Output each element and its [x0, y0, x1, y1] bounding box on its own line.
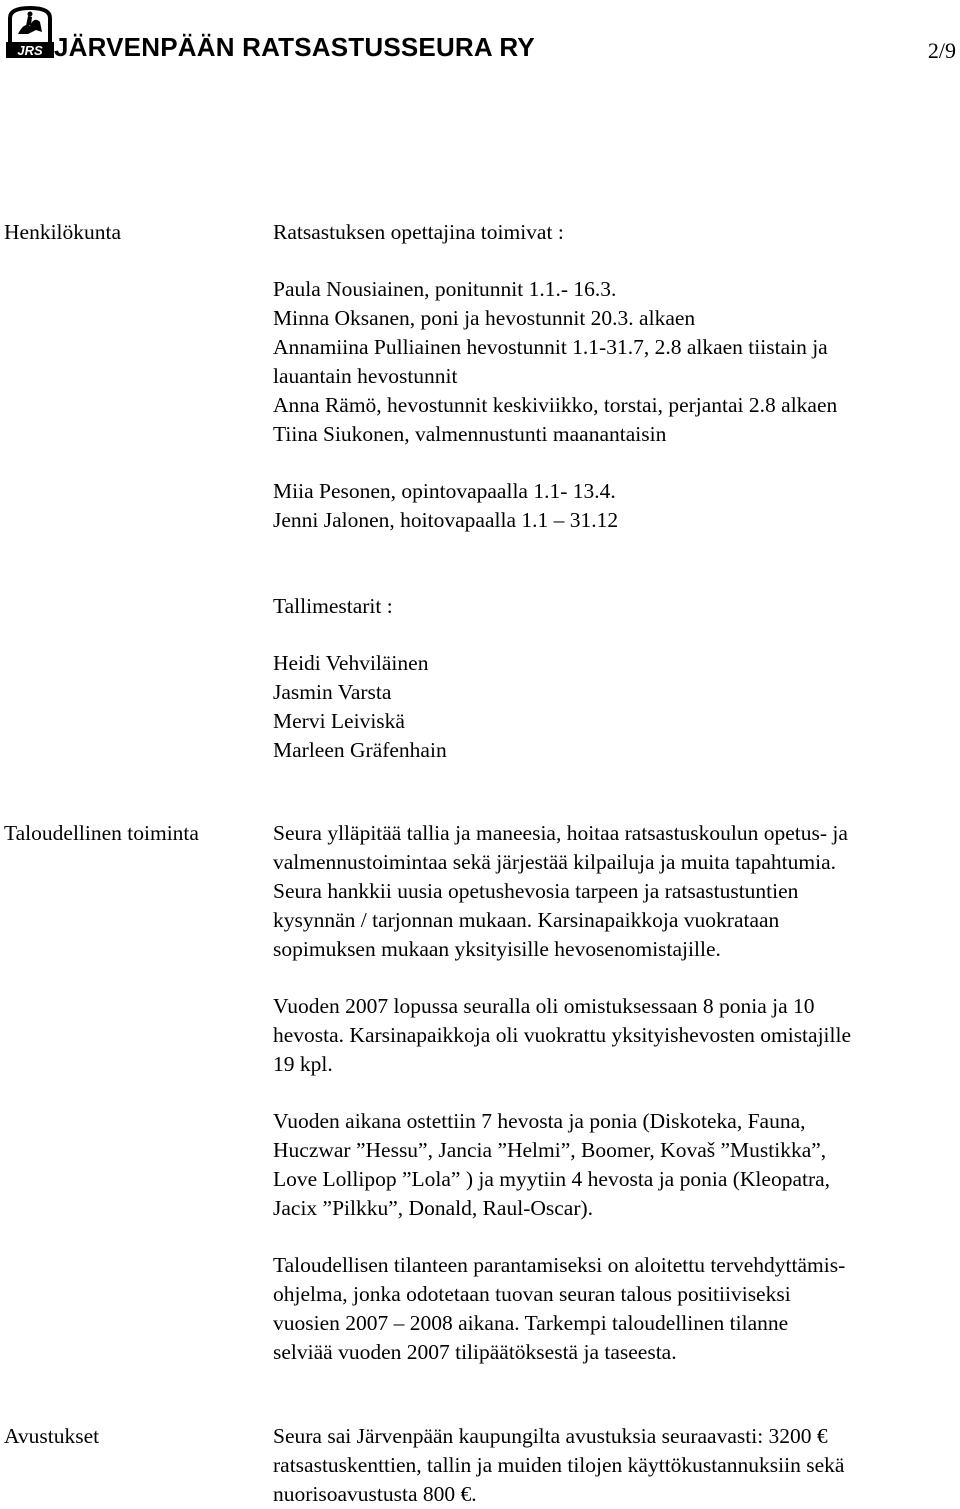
stable-master-item: Heidi Vehviläinen [273, 651, 429, 675]
text-line: nuorisoavustusta 800 €. [273, 1482, 477, 1506]
text-line: Taloudellisen tilanteen parantamiseksi on aloitettu tervehdyttämis- [273, 1253, 846, 1277]
page-number: 2/9 [927, 38, 956, 63]
stable-masters-heading: Tallimestarit : [273, 594, 393, 618]
teacher-item: Minna Oksanen, poni ja hevostunnit 20.3. alkaen [273, 306, 696, 330]
text-line: Seura hankkii uusia opetushevosia tarpeen ja ratsastustuntien [273, 879, 799, 903]
on-leave-item: Miia Pesonen, opintovapaalla 1.1- 13.4. [273, 479, 616, 503]
text-line: Vuoden aikana ostettiin 7 hevosta ja ponia (Diskoteka, Fauna, [273, 1109, 806, 1133]
text-line: Seura sai Järvenpään kaupungilta avustuksia seuraavasti: 3200 € [273, 1424, 828, 1448]
text-line: Jacix ”Pilkku”, Donald, Raul-Oscar). [273, 1196, 594, 1220]
stable-master-item: Jasmin Varsta [273, 680, 392, 704]
page-header [0, 0, 960, 70]
text-line: sopimuksen mukaan yksityisille hevosenomistajille. [273, 937, 721, 961]
teachers-heading: Ratsastuksen opettajina toimivat : [273, 220, 564, 244]
staff-body [273, 218, 957, 535]
teacher-item: lauantain hevostunnit [273, 364, 458, 388]
text-line: hevosta. Karsinapaikkoja oli vuokrattu yksityishevosten omistajille [273, 1023, 852, 1047]
finance-body [273, 819, 957, 1367]
grants-label: Avustukset [4, 1424, 100, 1448]
teacher-item: Annamiina Pulliainen hevostunnit 1.1-31.7, 2.8 alkaen tiistain ja [273, 335, 828, 359]
stable-master-item: Marleen Gräfenhain [273, 738, 447, 762]
finance-label: Taloudellinen toiminta [4, 821, 199, 845]
grants-body [273, 1422, 957, 1509]
finance-paragraph [273, 992, 957, 1079]
staff-label: Henkilökunta [4, 220, 122, 244]
text-line: ohjelma, jonka odotetaan tuovan seuran talous positiiviseksi [273, 1282, 791, 1306]
text-line: Huczwar ”Hessu”, Jancia ”Helmi”, Boomer, Kovaš ”Mustikka”, [273, 1138, 827, 1162]
stable-masters-body [273, 592, 957, 765]
club-logo [4, 4, 56, 62]
finance-paragraph [273, 1107, 957, 1223]
teacher-item: Anna Rämö, hevostunnit keskiviikko, torstai, perjantai 2.8 alkaen [273, 393, 838, 417]
text-line: 19 kpl. [273, 1052, 333, 1076]
text-line: kysynnän / tarjonnan mukaan. Karsinapaikkoja vuokrataan [273, 908, 780, 932]
finance-paragraph [273, 1251, 957, 1367]
logo-text: JRS [17, 43, 43, 58]
on-leave-item: Jenni Jalonen, hoitovapaalla 1.1 – 31.12 [273, 508, 619, 532]
text-line: ratsastuskenttien, tallin ja muiden tilojen käyttökustannuksiin sekä [273, 1453, 845, 1477]
teacher-item: Paula Nousiainen, ponitunnit 1.1.- 16.3. [273, 277, 617, 301]
text-line: Seura ylläpitää tallia ja maneesia, hoitaa ratsastuskoulun opetus- ja [273, 821, 848, 845]
text-line: Vuoden 2007 lopussa seuralla oli omistuksessaan 8 ponia ja 10 [273, 994, 815, 1018]
stable-master-item: Mervi Leiviskä [273, 709, 405, 733]
organization-name: JÄRVENPÄÄN RATSASTUSSEURA RY [54, 32, 535, 62]
text-line: Love Lollipop ”Lola” ) ja myytiin 4 hevosta ja ponia (Kleopatra, [273, 1167, 831, 1191]
finance-paragraph [273, 819, 957, 964]
text-line: vuosien 2007 – 2008 aikana. Tarkempi taloudellinen tilanne [273, 1311, 789, 1335]
text-line: selviää vuoden 2007 tilipäätöksestä ja taseesta. [273, 1340, 677, 1364]
text-line: valmennustoimintaa sekä järjestää kilpailuja ja muita tapahtumia. [273, 850, 836, 874]
teacher-item: Tiina Siukonen, valmennustunti maanantaisin [273, 422, 667, 446]
